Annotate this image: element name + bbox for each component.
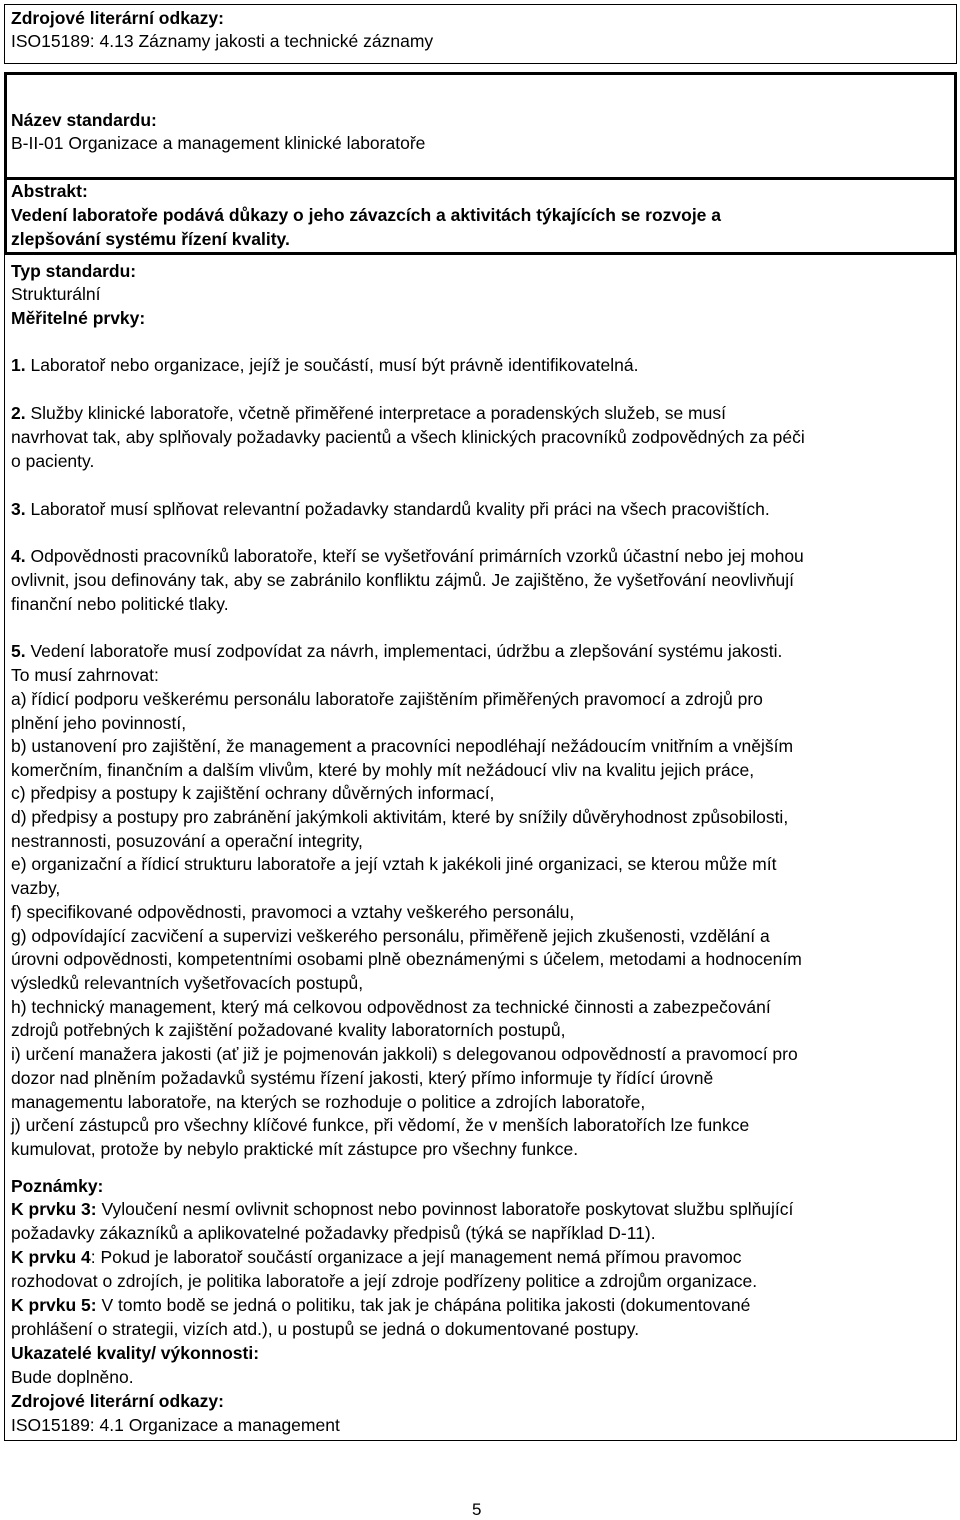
item-5-sub-line: d) předpisy a postupy pro zabránění jakýmkoli aktivitám, které by snížily důvěryhodnost způsobilosti, bbox=[11, 807, 789, 827]
note-4-line-1: K prvku 4: Pokud je laboratoř součástí organizace a její management nemá přímou pravomoc bbox=[11, 1247, 742, 1267]
item-5-sub-line: kumulovat, protože by nebylo praktické mít zástupce pro všechny funkce. bbox=[11, 1139, 579, 1159]
item-5-sub-line: managementu laboratoře, na kterých se rozhoduje o politice a zdrojích laboratoře, bbox=[11, 1092, 646, 1112]
item-5-sub-line: výsledků relevantních vyšetřovacích postupů, bbox=[11, 973, 364, 993]
abstract-line-2: zlepšování systému řízení kvality. bbox=[11, 229, 290, 249]
item-5-sub-line: dozor nad plněním požadavků systému řízení jakosti, který přímo informuje ty řídící úrovně bbox=[11, 1068, 714, 1088]
top-references-label: Zdrojové literární odkazy: bbox=[11, 8, 224, 28]
item-3: 3. Laboratoř musí splňovat relevantní požadavky standardů kvality při práci na všech pracovištích. bbox=[11, 499, 770, 519]
note-5-line-1: K prvku 5: V tomto bodě se jedná o politiku, tak jak je chápána politika jakosti (dokumentované bbox=[11, 1295, 751, 1315]
indicators-value: Bude doplněno. bbox=[11, 1367, 134, 1387]
item-5-sub-line: úrovni odpovědnosti, kompetentními osobami plně obeznámenými s účelem, metodami a hodnocením bbox=[11, 949, 802, 969]
item-5-sub-line: g) odpovídající zacvičení a supervizi veškerého personálu, přiměřeně jejich zkušenosti, vzdělání a bbox=[11, 926, 770, 946]
item-5-sub-line: f) specifikované odpovědnosti, pravomoci a vztahy veškerého personálu, bbox=[11, 902, 575, 922]
indicators-label: Ukazatelé kvality/ výkonnosti: bbox=[11, 1343, 260, 1363]
item-5-sub-line: b) ustanovení pro zajištění, že management a pracovníci nepodléhají nežádoucím vnitřním a vnějším bbox=[11, 736, 794, 756]
item-4-line-2: ovlivnit, jsou definovány tak, aby se zabránilo konfliktu zájmů. Je zajištěno, že vyšetřování neovlivňují bbox=[11, 570, 795, 590]
page-number: 5 bbox=[472, 1500, 482, 1519]
item-2-line-2: navrhovat tak, aby splňovaly požadavky pacientů a všech klinických pracovníků zodpovědných za péči bbox=[11, 427, 805, 447]
item-5-sub-line: e) organizační a řídicí strukturu laboratoře a její vztah k jakékoli jiné organizaci, se kterou může mít bbox=[11, 854, 777, 874]
item-5-sub-line: plnění jeho povinností, bbox=[11, 713, 187, 733]
item-5-sub-line: To musí zahrnovat: bbox=[11, 665, 159, 685]
item-1: 1. Laboratoř nebo organizace, jejíž je součástí, musí být právně identifikovatelná. bbox=[11, 355, 639, 375]
sources-label: Zdrojové literární odkazy: bbox=[11, 1391, 224, 1411]
note-5-line-2: prohlášení o strategii, vizích atd.), u postupů se jedná o dokumentované postupy. bbox=[11, 1319, 640, 1339]
item-5-sub-line: a) řídicí podporu veškerému personálu laboratoře zajištěním přiměřených pravomocí a zdrojů pro bbox=[11, 689, 763, 709]
item-5-sub-line: c) předpisy a postupy k zajištění ochrany důvěrných informací, bbox=[11, 783, 495, 803]
item-5-line-1: 5. Vedení laboratoře musí zodpovídat za návrh, implementaci, údržbu a zlepšování systému jakosti. bbox=[11, 641, 783, 661]
note-4-line-2: rozhodovat o zdrojích, je politika laboratoře a její zdroje podřízeny politice a zdrojům organizace. bbox=[11, 1271, 758, 1291]
sources-value: ISO15189: 4.1 Organizace a management bbox=[11, 1415, 340, 1435]
measurable-label: Měřitelné prvky: bbox=[11, 308, 146, 328]
item-2-line-3: o pacienty. bbox=[11, 451, 95, 471]
note-3-line-2: požadavky zákazníků a aplikovatelné požadavky předpisů (týká se například D-11). bbox=[11, 1223, 656, 1243]
item-5-sub-line: nestrannosti, posuzování a operační integrity, bbox=[11, 831, 363, 851]
item-4-line-3: finanční nebo politické tlaky. bbox=[11, 594, 229, 614]
top-references-value: ISO15189: 4.13 Záznamy jakosti a technické záznamy bbox=[11, 31, 434, 51]
item-5-sub-line: j) určení zástupců pro všechny klíčové funkce, při vědomí, že v menších laboratořích lze funkce bbox=[11, 1115, 750, 1135]
item-5-sub-line: vazby, bbox=[11, 878, 61, 898]
item-5-sub-line: i) určení manažera jakosti (ať již je pojmenován jakkoli) s delegovanou odpovědností a pravomocí pro bbox=[11, 1044, 798, 1064]
abstract-label: Abstrakt: bbox=[11, 181, 88, 201]
type-label: Typ standardu: bbox=[11, 261, 137, 281]
standard-name-label: Název standardu: bbox=[11, 110, 157, 130]
note-3-line-1: K prvku 3: Vyloučení nesmí ovlivnit schopnost nebo povinnost laboratoře poskytovat službu splňující bbox=[11, 1199, 794, 1219]
standard-name-value: B-II-01 Organizace a management klinické laboratoře bbox=[11, 133, 426, 153]
type-value: Strukturální bbox=[11, 284, 101, 304]
item-5-sub-line: zdrojů potřebných k zajištění požadované kvality laboratorních postupů, bbox=[11, 1020, 566, 1040]
item-5-sub-line: komerčním, finančním a dalším vlivům, které by mohly mít nežádoucí vliv na kvalitu jejich práce, bbox=[11, 760, 755, 780]
item-2-line-1: 2. Služby klinické laboratoře, včetně přiměřené interpretace a poradenských služeb, se musí bbox=[11, 403, 726, 423]
notes-label: Poznámky: bbox=[11, 1176, 104, 1196]
abstract-line-1: Vedení laboratoře podává důkazy o jeho závazcích a aktivitách týkajících se rozvoje a bbox=[11, 205, 722, 225]
item-4-line-1: 4. Odpovědnosti pracovníků laboratoře, kteří se vyšetřování primárních vzorků účastní nebo jej mohou bbox=[11, 546, 804, 566]
item-5-sub-line: h) technický management, který má celkovou odpovědnost za technické činnosti a zabezpečování bbox=[11, 997, 771, 1017]
